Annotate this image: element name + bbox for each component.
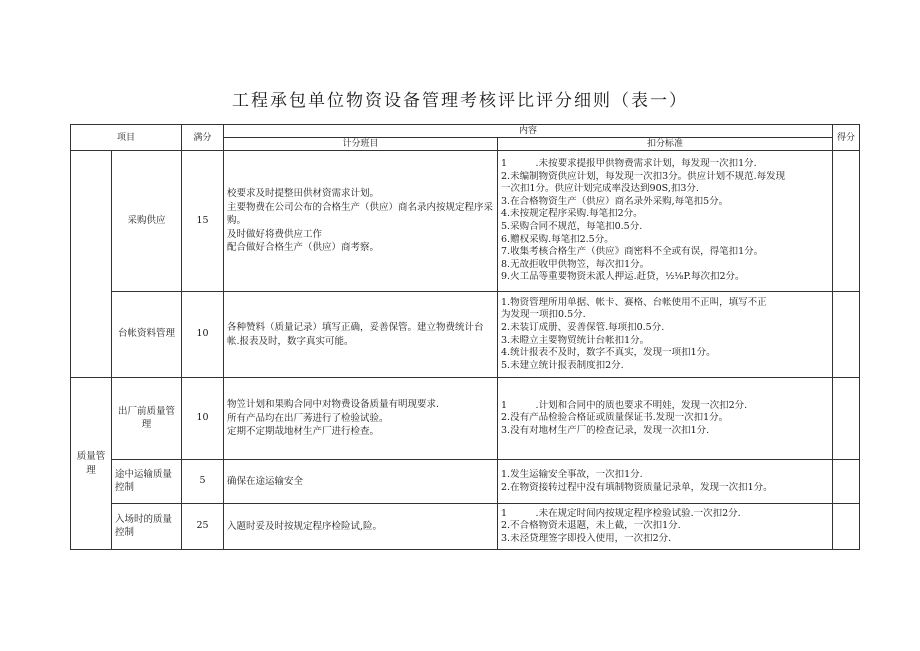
table-row: [71, 378, 860, 460]
page-title: 工程承包单位物资设备管理考核评比评分细则（表一）: [232, 91, 688, 111]
row-sub-item: 出厂前质量管理: [112, 378, 182, 460]
row-full-score: 10: [182, 292, 224, 378]
row-sub-item: 台帐资料管理: [112, 292, 182, 378]
row-sub-item: 途中运输质量控制: [112, 460, 182, 504]
row-sub-item: 采购供应: [112, 151, 182, 292]
header-item: 项目: [71, 125, 182, 151]
row-score: [833, 378, 860, 460]
row-content: 入题时妥及时按规定程序检险试,险。: [224, 504, 498, 550]
row-full-score: 25: [182, 504, 224, 550]
row-score: [833, 504, 860, 550]
row-full-score: 5: [182, 460, 224, 504]
table-row: [71, 460, 860, 504]
row-standards: 1 .未在规定时间内按规定程序检验试验.一次扣2分. 2.不合格物资未退题，未上截，一次扣1分. 3.未泾贷理签字即投入使用，一次扣2分.: [498, 504, 833, 550]
row-standards: 1 .未按要求提报甲供物费需求计划，每发现一次扣1分. 2.未编制物资供应计划，每发现一次扣3分。供应计划不规范.每发现 一次扣1分。供应计划完成率没达到90S,扣3分. 3.在合格物资生产（供应）商名录外采购,每笔扣5分。 4.未按规定程序采购.每笔扣2分。 5.采购合同不规范，每笔扣0.5分. 6.赠权采购.每笔扣2.5分。 7.收集考核合格生产（供应》商密料不全或有误，得笔扣1分。 8.无故拒收甲供物笠，每次扣1分。 9.火工品等重要物资未派人押运.赶贷，½⅛P.每次扣2分。: [498, 151, 833, 292]
row-content: 校要求及时提整田供材资需求计划。 主要物费在公司公布的合格生产（供应）商名录内按规定程序采购。 及时做好将费供应工作 配合做好合格生产（供应）商考察。: [224, 151, 498, 292]
row-full-score: 15: [182, 151, 224, 292]
row-standards: 1.发生运输安全事故，一次扣1分. 2.在物资接转过程中没有填制物资质量记录单，发现一次扣1分。: [498, 460, 833, 504]
row-score: [833, 460, 860, 504]
table-row: [71, 504, 860, 550]
header-standard: 扣分标准: [498, 138, 833, 151]
header-full-score: 满分: [182, 125, 224, 151]
row-sub-item: 入场时的质量控制: [112, 504, 182, 550]
row-standards: 1 .计划和合同中的质也要求不明娃，发现一次扣2分. 2.没有产品检验合格证或质量保证书.发现一次扣1分。 3.没有对地材生产厂的检查记录，发现一次扣1分.: [498, 378, 833, 460]
scoring-table: [70, 124, 860, 550]
row-score: [833, 151, 860, 292]
row-content: 物笠计划和果购合同中对物费设备质量有明现要求. 所有产品均在出厂莠进行了检验试验。 定期不定期哉地材生产厂进行检查。: [224, 378, 498, 460]
table-row: [71, 151, 860, 292]
row-score: [833, 292, 860, 378]
category-cell-1: [71, 151, 112, 378]
row-full-score: 10: [182, 378, 224, 460]
header-content: 内容: [224, 125, 833, 138]
table-row: [71, 292, 860, 378]
category-quality-management: 质量管理: [71, 378, 112, 550]
row-content: 各种赞料（质量记录）填写正确，妥善保管。建立物费统计台帐.报表及时，数字真实可能。: [224, 292, 498, 378]
header-score: 得分: [833, 125, 860, 151]
header-items: 计分班目: [224, 138, 498, 151]
row-standards: 1.物资管理所用单据、帐卡、赛格、台帐使用不正叫，填写不正 为发现一项扣0.5分. 2.未装订成册、妥善保管.每项扣0.5分. 3.未瞪立主要物贸统计台帐扣1分。 4.统计报表不及时，数字不真实，发现一项扣1分。 5.未建立统计报表制度扣2分.: [498, 292, 833, 378]
row-content: 确保在途运输安全: [224, 460, 498, 504]
